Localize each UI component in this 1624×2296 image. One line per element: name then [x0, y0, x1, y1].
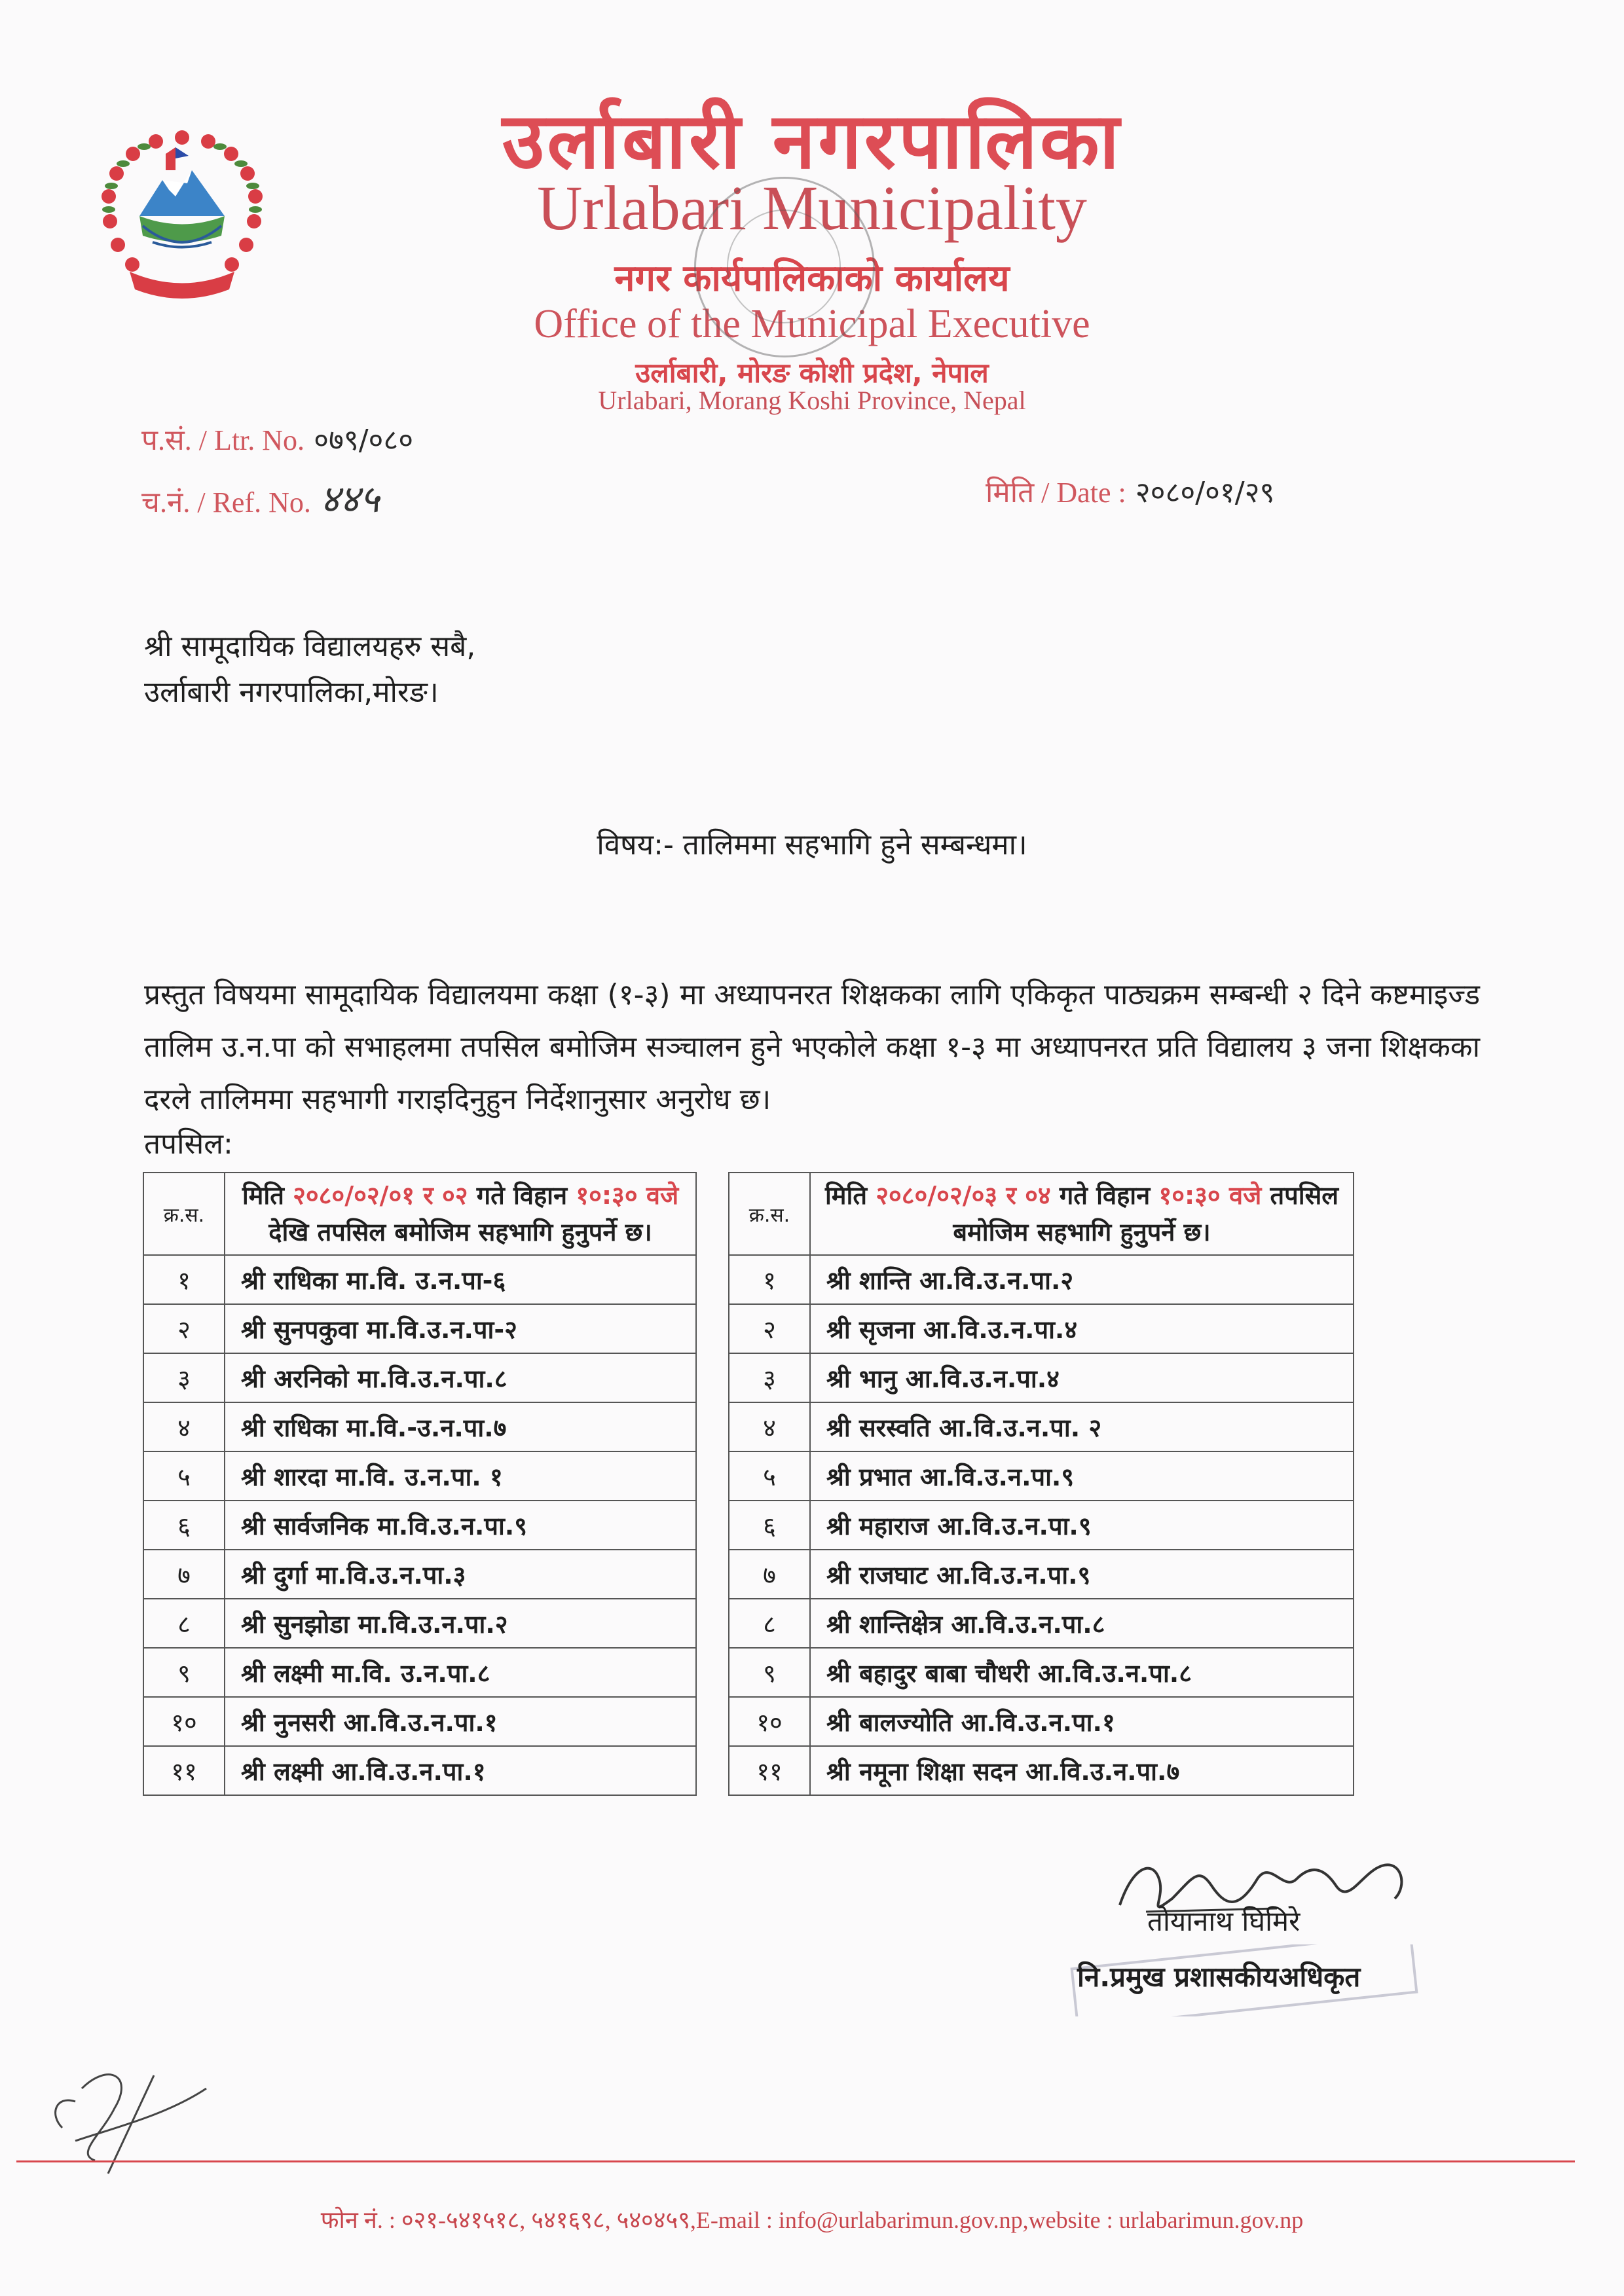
table-row — [143, 1353, 696, 1402]
date-line — [986, 471, 1274, 511]
school-name-cell: श्री अरनिको मा.वि.उ.न.पा.८ — [225, 1353, 696, 1402]
table-row — [729, 1501, 1354, 1550]
serial-number-cell: ११ — [143, 1746, 225, 1795]
school-name-cell: श्री सार्वजनिक मा.वि.उ.न.पा.९ — [225, 1501, 696, 1550]
date-value: २०८०/०१/२९ — [1135, 476, 1275, 509]
serial-number-header: क्र.स. — [729, 1173, 810, 1255]
table-row — [729, 1304, 1354, 1353]
table-row — [143, 1697, 696, 1746]
serial-number-cell: १० — [143, 1697, 225, 1746]
addressee-line-1: श्री सामूदायिक विद्यालयहरु सबै, — [144, 630, 476, 663]
school-name-cell: श्री लक्ष्मी मा.वि. उ.न.पा.८ — [225, 1648, 696, 1697]
serial-number-cell: ५ — [729, 1451, 810, 1501]
header-time: १०:३० — [576, 1181, 638, 1210]
serial-number-cell: ८ — [729, 1599, 810, 1648]
header-time-unit: वजे — [1228, 1181, 1262, 1210]
serial-number-cell: ५ — [143, 1451, 225, 1501]
school-name-cell: श्री राजघाट आ.वि.उ.न.पा.९ — [810, 1550, 1354, 1599]
table-row — [143, 1648, 696, 1697]
serial-number-cell: ६ — [143, 1501, 225, 1550]
address-english: Urlabari, Morang Koshi Province, Nepal — [598, 386, 1026, 415]
letterhead-title-nepali: उर्लाबारी नगरपालिका — [502, 96, 1122, 186]
letter-body-paragraph: प्रस्तुत विषयमा सामूदायिक विद्यालयमा कक्षा (१-३) मा अध्यापनरत शिक्षकका लागि एकिकृत पाठ्यक्रम सम्बन्धी २ दिने कष्टमाइज्ड तालिम उ.न.पा को सभाहलमा तपसिल बमोजिम सञ्चालन हुने भएकोले कक्षा १-३ मा अध्यापनरत प्रति विद्यालय ३ जना शिक्षकका दरले तालिममा सहभागी गराइदिनुहुन निर्देशानुसार अनुरोध छ। — [144, 978, 1480, 1116]
serial-number-header: क्र.स. — [143, 1173, 225, 1255]
serial-number-cell: ६ — [729, 1501, 810, 1550]
table-header-row — [729, 1173, 1354, 1255]
table-row — [729, 1746, 1354, 1795]
table-header-row — [143, 1173, 696, 1255]
header-time: १०:३० — [1158, 1181, 1221, 1210]
schedule-header — [810, 1173, 1354, 1255]
school-name-cell: श्री सरस्वति आ.वि.उ.न.पा. २ — [810, 1402, 1354, 1451]
schedule-header — [225, 1173, 696, 1255]
school-name-cell: श्री बहादुर बाबा चौधरी आ.वि.उ.न.पा.८ — [810, 1648, 1354, 1697]
letterhead-title-english: Urlabari Municipality — [537, 173, 1087, 243]
table-row — [143, 1599, 696, 1648]
header-text: देखि तपसिल बमोजिम सहभागि हुनुपर्ने छ। — [268, 1218, 652, 1247]
school-name-cell: श्री दुर्गा मा.वि.उ.न.पा.३ — [225, 1550, 696, 1599]
reference-number-label: च.नं. / Ref. No. — [141, 486, 311, 519]
office-seal-inner-ring — [727, 210, 841, 323]
footer-contact: फोन नं. : ०२१-५४१५१८, ५४१६९८, ५४०४५९,E-mail : info@urlabarimun.gov.np,website : urlabarimun.gov.np — [320, 2207, 1304, 2233]
serial-number-cell: १० — [729, 1697, 810, 1746]
details-heading: तपसिल: — [144, 1127, 233, 1161]
table-row — [143, 1451, 696, 1501]
signatory-name: तोयानाथ घिमिरे — [1147, 1905, 1301, 1937]
table-row — [729, 1255, 1354, 1304]
header-text: गते विहान — [1050, 1181, 1159, 1210]
table-row — [143, 1746, 696, 1795]
school-name-cell: श्री शान्तिक्षेत्र आ.वि.उ.न.पा.८ — [810, 1599, 1354, 1648]
serial-number-cell: २ — [143, 1304, 225, 1353]
table-row — [729, 1402, 1354, 1451]
serial-number-cell: ४ — [729, 1402, 810, 1451]
header-text: मिति — [242, 1181, 293, 1210]
school-name-cell: श्री प्रभात आ.वि.उ.न.पा.९ — [810, 1451, 1354, 1501]
header-text — [638, 1181, 646, 1210]
letter-number-value: ०७९/०८० — [314, 424, 414, 457]
schedule-table-first — [143, 1172, 697, 1796]
header-date: २०८०/०२/०१ र ०२ — [293, 1181, 468, 1210]
table-row — [143, 1304, 696, 1353]
letter-number-line — [141, 419, 413, 458]
date-label: मिति / Date : — [986, 477, 1126, 509]
school-name-cell: श्री राधिका मा.वि. उ.न.पा-६ — [225, 1255, 696, 1304]
header-text: मिति — [824, 1181, 876, 1210]
school-name-cell: श्री महाराज आ.वि.उ.न.पा.९ — [810, 1501, 1354, 1550]
serial-number-cell: ४ — [143, 1402, 225, 1451]
letter-number-label: प.सं. / Ltr. No. — [141, 424, 305, 456]
header-text: तपसिल बमोजिम सहभागि हुनुपर्ने छ। — [953, 1181, 1339, 1247]
table-row — [729, 1697, 1354, 1746]
serial-number-cell: ११ — [729, 1746, 810, 1795]
table-row — [143, 1402, 696, 1451]
schedule-table-second — [728, 1172, 1354, 1796]
school-name-cell: श्री लक्ष्मी आ.वि.उ.न.पा.१ — [225, 1746, 696, 1795]
table-row — [729, 1550, 1354, 1599]
addressee-line-2: उर्लाबारी नगरपालिका,मोरङ। — [144, 676, 439, 709]
schedule-table-second-body — [729, 1255, 1354, 1795]
serial-number-cell: ७ — [729, 1550, 810, 1599]
header-text: गते विहान — [468, 1181, 576, 1210]
signatory-title: नि.प्रमुख प्रशासकीयअधिकृत — [1077, 1961, 1361, 1993]
table-row — [729, 1648, 1354, 1697]
letter-subject: विषय:- तालिममा सहभागि हुने सम्बन्धमा। — [597, 828, 1027, 862]
serial-number-cell: ७ — [143, 1550, 225, 1599]
serial-number-cell: ९ — [143, 1648, 225, 1697]
school-name-cell: श्री नमूना शिक्षा सदन आ.वि.उ.न.पा.७ — [810, 1746, 1354, 1795]
table-row — [729, 1599, 1354, 1648]
school-name-cell: श्री बालज्योति आ.वि.उ.न.पा.१ — [810, 1697, 1354, 1746]
school-name-cell: श्री सृजना आ.वि.उ.न.पा.४ — [810, 1304, 1354, 1353]
table-row — [143, 1501, 696, 1550]
serial-number-cell: ८ — [143, 1599, 225, 1648]
header-date: २०८०/०२/०३ र ०४ — [876, 1181, 1051, 1210]
school-name-cell: श्री भानु आ.वि.उ.न.पा.४ — [810, 1353, 1354, 1402]
office-name-english: Office of the Municipal Executive — [534, 302, 1090, 346]
school-name-cell: श्री सुनपकुवा मा.वि.उ.न.पा-२ — [225, 1304, 696, 1353]
serial-number-cell: २ — [729, 1304, 810, 1353]
serial-number-cell: ३ — [729, 1353, 810, 1402]
school-name-cell: श्री शान्ति आ.वि.उ.न.पा.२ — [810, 1255, 1354, 1304]
header-time-unit: वजे — [646, 1181, 679, 1210]
office-name-nepali: नगर कार्यपालिकाको कार्यालय — [614, 257, 1010, 300]
serial-number-cell: ९ — [729, 1648, 810, 1697]
address-nepali: उर्लाबारी, मोरङ कोशी प्रदेश, नेपाल — [635, 357, 989, 389]
reference-number-value: ४४५ — [320, 477, 380, 521]
nepal-emblem-logo — [77, 118, 287, 308]
serial-number-cell: ३ — [143, 1353, 225, 1402]
school-name-cell: श्री सुनझोडा मा.वि.उ.न.पा.२ — [225, 1599, 696, 1648]
table-row — [729, 1353, 1354, 1402]
serial-number-cell: १ — [729, 1255, 810, 1304]
header-text — [1221, 1181, 1229, 1210]
table-row — [143, 1550, 696, 1599]
schedule-table-first-body — [143, 1255, 696, 1795]
school-name-cell: श्री नुनसरी आ.वि.उ.न.पा.१ — [225, 1697, 696, 1746]
school-name-cell: श्री राधिका मा.वि.-उ.न.पा.७ — [225, 1402, 696, 1451]
table-row — [729, 1451, 1354, 1501]
reference-number-line — [141, 471, 379, 523]
footer-divider — [16, 2160, 1575, 2162]
table-row — [143, 1255, 696, 1304]
serial-number-cell: १ — [143, 1255, 225, 1304]
school-name-cell: श्री शारदा मा.वि. उ.न.पा. १ — [225, 1451, 696, 1501]
